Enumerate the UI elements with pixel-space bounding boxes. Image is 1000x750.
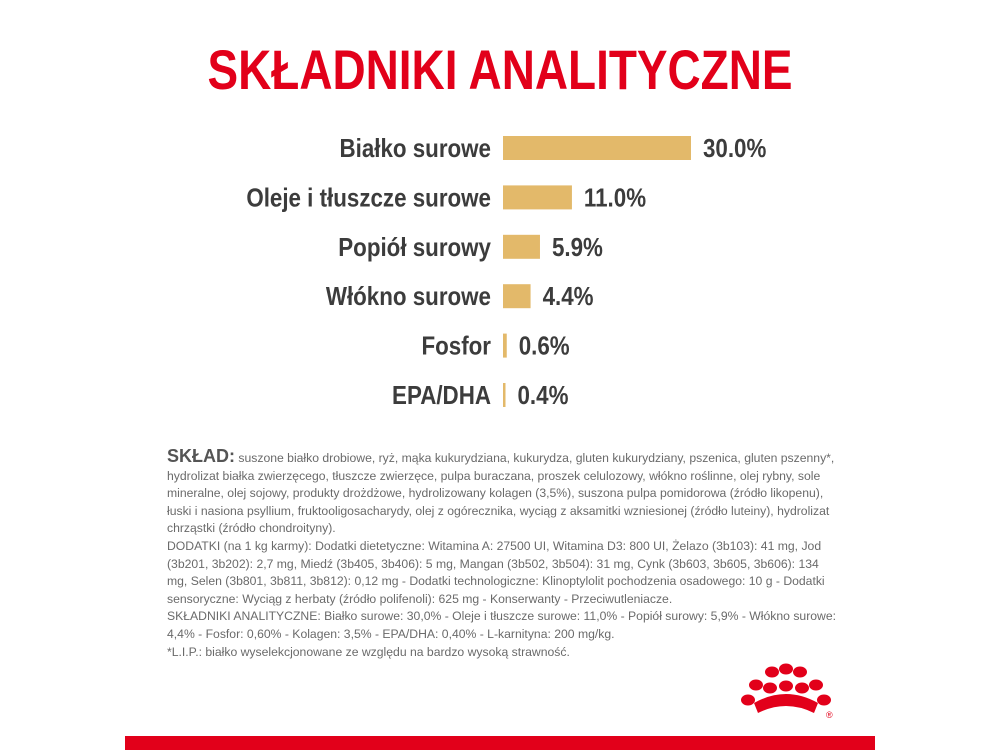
value-label: 0.6%: [518, 332, 570, 362]
category-label: Popiół surowy: [338, 233, 491, 263]
category-label: Włókno surowe: [325, 282, 491, 312]
category-label: EPA/DHA: [392, 381, 491, 411]
category-label: Oleje i tłuszcze surowe: [246, 183, 491, 213]
value-label: 30.0%: [703, 134, 767, 164]
analytical-bar-chart: [0, 120, 1000, 420]
royal-canin-crown-icon: [738, 663, 834, 719]
registered-mark: ®: [826, 710, 833, 719]
ingredients-text: suszone białko drobiowe, ryż, mąka kukurydziana, kukurydza, gluten kukurydziany, pszenica, gluten pszenny*, hydrolizat białka zwierzęcego, tłuszcze zwierzęce, pulpa buraczana, proszek celulozowy, włókno roślinne, olej rybny, sole mineralne, olej sojowy, produkty drożdżowe, hydrolizowany kolagen (3,5%), suszona pulpa pomidorowa (źródło likopenu), łuski i nasiona psyllium, fruktooligosacharydy, olej z ogórecznika, wyciąg z aksamitki wzniesionej (źródło luteiny), hydrolizat chrząstki (źródło chondroityny).: [167, 451, 835, 536]
additives-text: DODATKI (na 1 kg karmy): Dodatki dietetyczne: Witamina A: 27500 UI, Witamina D3: 800 UI, Żelazo (3b103): 41 mg, Jod (3b201, 3b202): 2,7 mg, Miedź (3b405, 3b406): 5 mg, Mangan (3b502, 3b504): 31 mg, Cynk (3b603, 3b605, 3b606): 134 mg, Selen (3b801, 3b811, 3b812): 0,12 mg - Dodatki technologiczne: Klinoptylolit pochodzenia osadowego: 10 g - Dodatki sensoryczne: Wyciąg z herbaty (źródło polifenoli): 625 mg - Konserwanty - Przeciwutleniacze.: [167, 538, 825, 606]
footnote-text: *L.I.P.: białko wyselekcjonowane ze względu na bardzo wysoką strawność.: [167, 644, 570, 659]
ingredients-paragraph: [167, 448, 837, 538]
value-label: 5.9%: [551, 233, 603, 263]
bar: [503, 334, 507, 358]
composition-lead: SKŁAD:: [167, 446, 235, 466]
composition-text: [167, 448, 837, 661]
bar: [503, 185, 572, 209]
value-label: 0.4%: [517, 381, 569, 411]
bar: [503, 136, 691, 160]
bar: [503, 284, 531, 308]
category-label: Białko surowe: [339, 134, 491, 164]
category-label: Fosfor: [421, 332, 491, 362]
bottom-red-band: [125, 736, 875, 750]
bar: [503, 235, 540, 259]
value-label: 4.4%: [542, 282, 594, 312]
page-title: SKŁADNIKI ANALITYCZNE: [207, 38, 793, 101]
analytical-text: SKŁADNIKI ANALITYCZNE: Białko surowe: 30,0% - Oleje i tłuszcze surowe: 11,0% - Popiół surowy: 5,9% - Włókno surowe: 4,4% - Fosfor: 0,60% - Kolagen: 3,5% - EPA/DHA: 0,40% - L-karnityna: 200 mg/kg.: [167, 609, 836, 641]
bar: [503, 383, 506, 407]
value-label: 11.0%: [583, 183, 647, 213]
